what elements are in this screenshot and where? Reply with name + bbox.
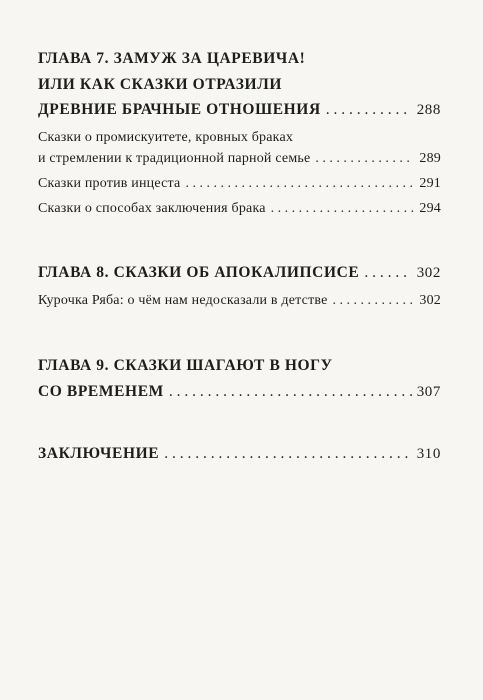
subsection-page: 294	[419, 201, 441, 216]
subsection-title: Сказки против инцеста	[38, 176, 181, 191]
chapter9-page: 307	[416, 384, 441, 400]
chapter7-page: 288	[416, 102, 441, 118]
subsection-entry	[38, 176, 441, 192]
chapter9-entry	[38, 383, 441, 401]
dot-leader	[326, 101, 412, 119]
chapter7-title-line3: ДРЕВНИЕ БРАЧНЫЕ ОТНОШЕНИЯ	[38, 101, 321, 118]
subsection-entry	[38, 201, 441, 217]
conclusion-page: 310	[416, 446, 441, 462]
subsection-entry	[38, 151, 441, 167]
chapter8-entry	[38, 264, 441, 282]
conclusion-title: ЗАКЛЮЧЕНИЕ	[38, 445, 160, 462]
subsection-title-line1: Сказки о промискуитете, кровных браках	[38, 130, 294, 145]
conclusion-entry	[38, 445, 441, 463]
chapter7-title-line1: ГЛАВА 7. ЗАМУЖ ЗА ЦАРЕВИЧА!	[38, 50, 306, 67]
subsection-entry	[38, 293, 441, 309]
subsection-page: 302	[419, 293, 441, 308]
chapter8-page: 302	[416, 265, 441, 281]
dot-leader	[185, 176, 414, 192]
chapter7-title-line2: ИЛИ КАК СКАЗКИ ОТРАЗИЛИ	[38, 76, 283, 93]
subsection-page: 289	[419, 151, 441, 166]
subsection-title-line2: и стремлении к традиционной парной семье	[38, 151, 311, 166]
subsection-page: 291	[419, 176, 441, 191]
chapter8-title: ГЛАВА 8. СКАЗКИ ОБ АПОКАЛИПСИСЕ	[38, 264, 360, 281]
dot-leader	[315, 151, 414, 167]
subsection-title: Сказки о способах заключения брака	[38, 201, 266, 216]
dot-leader	[164, 445, 411, 463]
subsection-title: Курочка Ряба: о чём нам недосказали в детстве	[38, 293, 328, 308]
chapter9-title-line2: СО ВРЕМЕНЕМ	[38, 383, 164, 400]
dot-leader	[333, 293, 415, 309]
dot-leader	[169, 383, 412, 401]
dot-leader	[271, 201, 415, 217]
chapter9-title-line1: ГЛАВА 9. СКАЗКИ ШАГАЮТ В НОГУ	[38, 357, 333, 374]
chapter7-entry	[38, 101, 441, 119]
dot-leader	[364, 264, 411, 282]
